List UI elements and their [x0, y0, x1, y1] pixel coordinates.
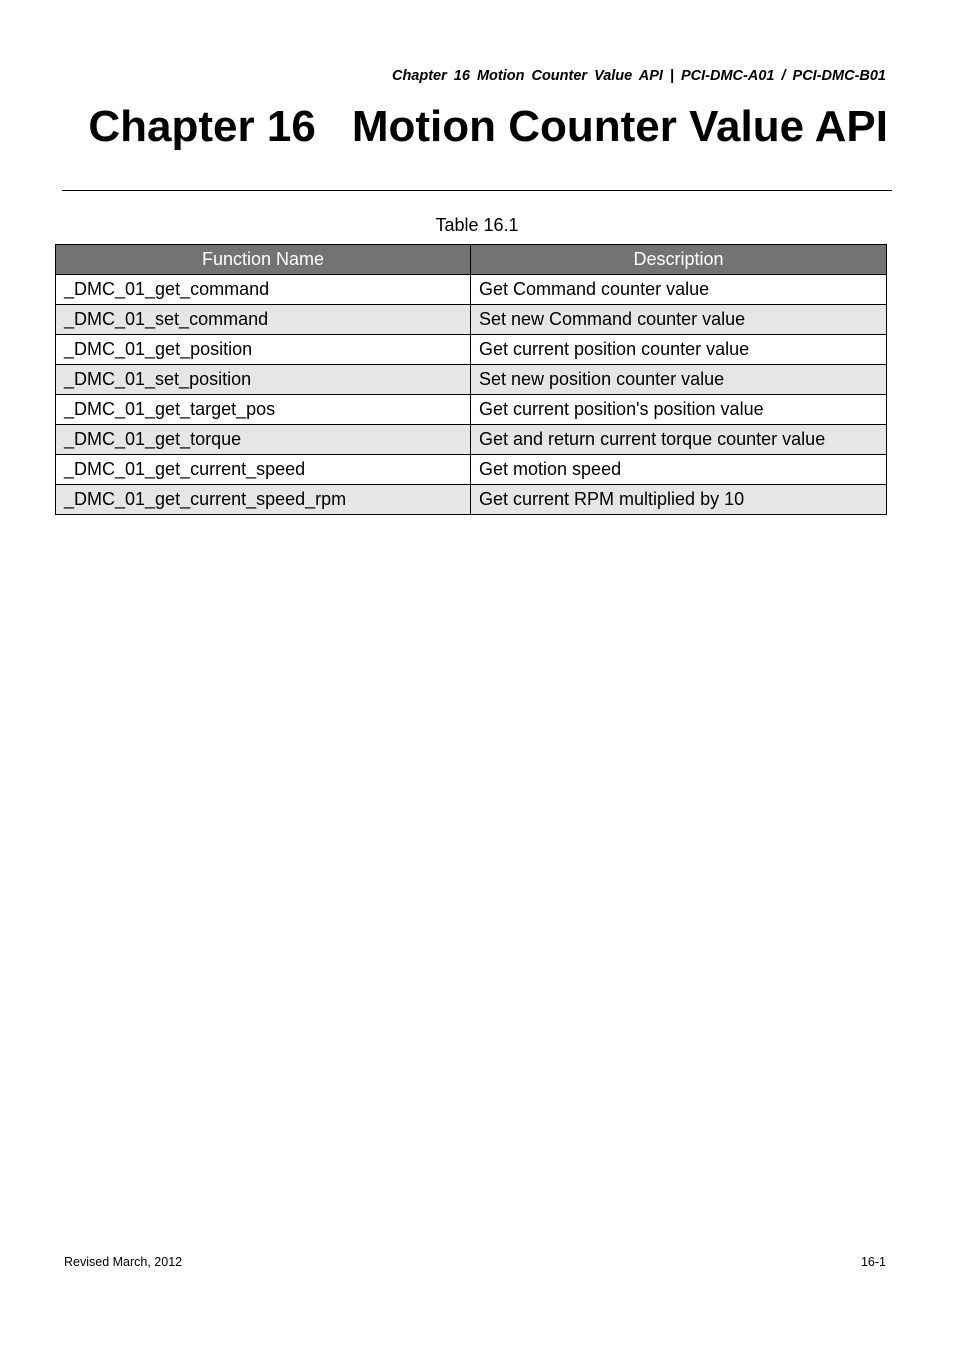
function-name-cell: _DMC_01_get_command	[56, 275, 471, 305]
description-cell: Set new Command counter value	[471, 305, 887, 335]
table-row	[56, 365, 887, 395]
table-row	[56, 395, 887, 425]
chapter-title	[88, 100, 888, 154]
chapter-number: Chapter 16	[88, 102, 316, 151]
table-row	[56, 305, 887, 335]
function-name-cell: _DMC_01_set_position	[56, 365, 471, 395]
running-header: Chapter 16 Motion Counter Value API | PCI-DMC-A01 / PCI-DMC-B01	[391, 68, 886, 84]
table-row	[56, 455, 887, 485]
column-header-function-name: Function Name	[56, 245, 471, 275]
chapter-name: Motion Counter Value API	[351, 102, 888, 151]
footer-revision: Revised March, 2012	[64, 1255, 183, 1269]
description-cell: Get Command counter value	[471, 275, 887, 305]
table-row	[56, 425, 887, 455]
table-caption: Table 16.1	[435, 215, 519, 235]
function-name-cell: _DMC_01_set_command	[56, 305, 471, 335]
function-name-cell: _DMC_01_get_position	[56, 335, 471, 365]
description-cell: Get current position counter value	[471, 335, 887, 365]
table-row	[56, 485, 887, 515]
function-name-cell: _DMC_01_get_target_pos	[56, 395, 471, 425]
description-cell: Get current position's position value	[471, 395, 887, 425]
footer-page-number: 16-1	[860, 1255, 886, 1269]
table-row	[56, 335, 887, 365]
description-cell: Set new position counter value	[471, 365, 887, 395]
table-header-row	[56, 245, 887, 275]
description-cell: Get current RPM multiplied by 10	[471, 485, 887, 515]
table-row	[56, 275, 887, 305]
title-divider	[62, 190, 892, 191]
function-name-cell: _DMC_01_get_current_speed_rpm	[56, 485, 471, 515]
description-cell: Get motion speed	[471, 455, 887, 485]
description-cell: Get and return current torque counter value	[471, 425, 887, 455]
function-table	[55, 244, 887, 515]
function-name-cell: _DMC_01_get_torque	[56, 425, 471, 455]
column-header-description: Description	[471, 245, 887, 275]
function-name-cell: _DMC_01_get_current_speed	[56, 455, 471, 485]
